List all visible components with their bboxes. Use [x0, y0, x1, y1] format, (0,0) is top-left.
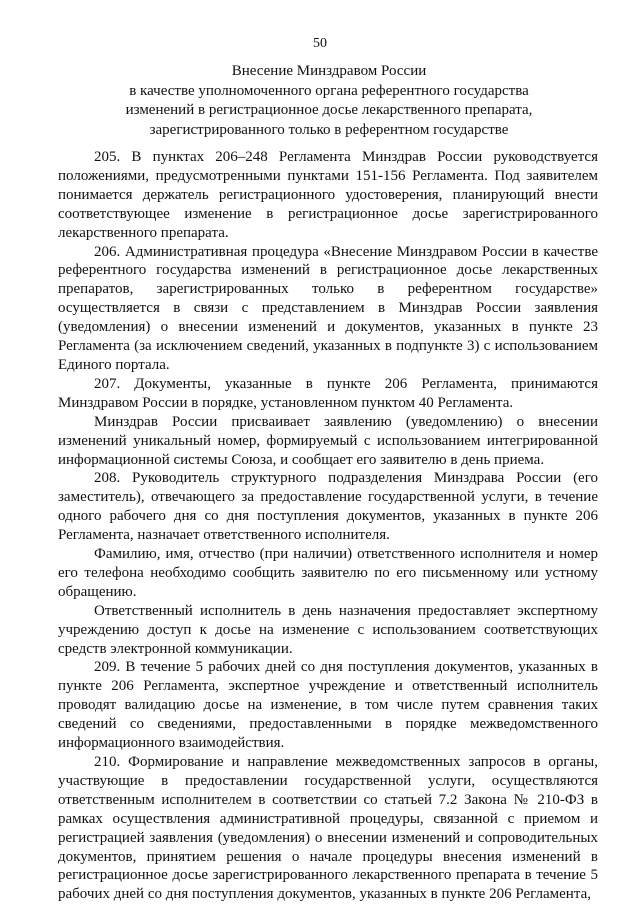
page-number: 50 — [313, 36, 327, 51]
document-body — [58, 148, 598, 904]
paragraph-207: 207. Документы, указанные в пункте 206 Регламента, принимаются Минздравом России в порядке, установленном пунктом 40 Регламента. — [58, 375, 598, 411]
paragraph-205: 205. В пунктах 206–248 Регламента Минздрав России руководствуется положениями, предусмотренными пунктами 151-156 Регламента. Под заявителем понимается держатель регистрационного удостоверения, планирующий внести соответствующее изменение в регистрационное досье зарегистрированного лекарственного препарата. — [58, 149, 598, 241]
heading-line-2: в качестве уполномоченного органа референтного государства — [129, 82, 529, 99]
heading-line-4: зарегистрированного только в референтном государстве — [149, 121, 509, 138]
heading-line-3: изменений в регистрационное досье лекарственного препарата, — [125, 102, 533, 118]
paragraph-208-contact: Фамилию, имя, отчество (при наличии) ответственного исполнителя и номер его телефона необходимо сообщить заявителю по его письменному или устному обращению. — [58, 546, 598, 600]
heading-line-1: Внесение Минздравом России — [231, 63, 427, 79]
paragraph-208-access: Ответственный исполнитель в день назначения предоставляет экспертному учреждению доступ к досье на изменение с использованием соответствующих средств электронной коммуникации. — [58, 602, 598, 657]
paragraph-206: 206. Административная процедура «Внесение Минздравом России в качестве референтного государства изменений в регистрационное досье лекарственных препаратов, зарегистрированных только в референтном государстве» осуществляется в связи с представлением в Минздрав России заявления (уведомления) о внесении изменений и документов, указанных в пункте 23 Регламента (за исключением сведений, указанных в подпункте 3) с использованием Единого портала. — [58, 243, 598, 373]
paragraph-208: 208. Руководитель структурного подразделения Минздрава России (его заместитель), отвечающего за предоставление государственной услуги, в течение одного рабочего дня со дня поступления документов, указанных в пункте 206 Регламента, назначает ответственного исполнителя. — [58, 470, 598, 544]
section-heading — [80, 62, 578, 140]
paragraph-209: 209. В течение 5 рабочих дней со дня поступления документов, указанных в пункте 206 Регламента, экспертное учреждение и ответственный исполнитель проводят валидацию досье на изменение, в том числе путем сравнения таких сведений со сведениями, предоставленными в порядке межведомственного информационного взаимодействия. — [58, 659, 598, 752]
paragraph-207-continued: Минздрав России присваивает заявлению (уведомлению) о внесении изменений уникальный номер, формируемый с использованием интегрированной информационной системы Союза, и сообщает его заявителю в день приема. — [58, 413, 598, 468]
paragraph-210: 210. Формирование и направление межведомственных запросов в органы, участвующие в предоставлении государственной услуги, осуществляются ответственным исполнителем в соответствии со статьей 7.2 Закона № 210-ФЗ в рамках осуществления административной процедуры, связанной с приемом и регистрацией заявления (уведомления) о внесении изменений и сопроводительных документов, принятием решения о начале процедуры внесения изменений в регистрационное досье зарегистрированного лекарственного препарата в течение 5 рабочих дней со дня поступления документов, указанных в пункте 206 Регламента, — [58, 754, 598, 903]
